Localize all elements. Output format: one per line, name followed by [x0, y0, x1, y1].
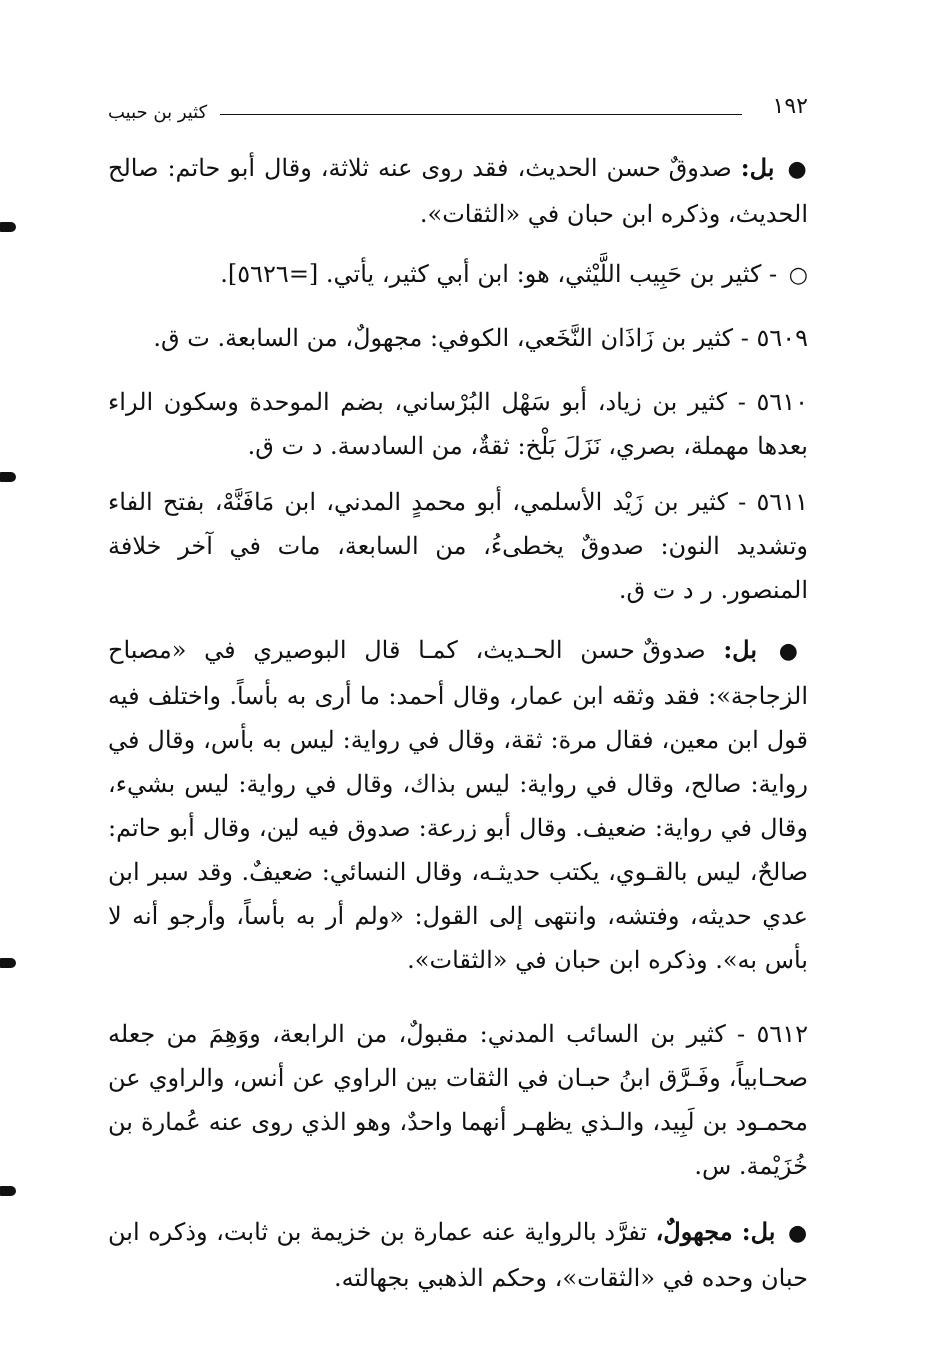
comment-lead: بل: [740, 153, 775, 182]
ring-icon: ○ [788, 263, 808, 288]
entry-text: تفرَّد بالرواية عنه عمارة بن خزيمة بن ثابت، وذكره ابن حبان وحده في «الثقات»، وحكم الذهبي بجهالته. [108, 1218, 808, 1292]
header-rule [220, 114, 742, 115]
running-title: كثير بن حبيب [108, 102, 208, 123]
binding-mark [0, 1186, 16, 1196]
comment-lead: بل: مجهولٌ، [655, 1217, 776, 1246]
page-number: ١٩٢ [772, 94, 808, 119]
entry-comment [108, 628, 808, 982]
bullet-icon: ● [787, 1221, 808, 1246]
comment-lead: بل: [723, 635, 758, 664]
binding-mark [0, 472, 16, 482]
bullet-icon: ● [778, 639, 808, 664]
entry-text: ٥٦١١ - كثير بن زَيْد الأسلمي، أبو محمدٍ المدني، ابن مَافَنَّهْ، بفتح الفاء وتشديد النون: صدوقٌ يخطىءُ، من السابعة، مات في آخر خلافة المنصور. ر د ت ق. [108, 488, 808, 604]
entry-text: صدوقٌ حسن الحديث، فقد روى عنه ثلاثة، وقال أبو حاتم: صالح الحديث، وذكره ابن حبان في «الثقات». [108, 154, 808, 228]
entry-5611 [108, 480, 808, 612]
entry-5612 [108, 1012, 808, 1188]
binding-mark [0, 958, 16, 968]
page-header [108, 92, 808, 132]
entry-comment [108, 1210, 808, 1300]
entry-text: صدوقٌ حسن الحـديث، كمـا قال البوصيري في «مصباح الزجاجة»: فقد وثقه ابن عمار، وقال أحمد: ما أرى به بأساً. واختلف فيه قول ابن معين، فقال مرة: ثقة، وقال في رواية: ليس به بأس، وقال في رواية: صالح، وقال في رواية: ليس بذاك، وقال في رواية: ليس بشيء، وقال في رواية: ضعيف. وقال أبو زرعة: صدوق فيه لين، وقال أبو حاتم: صالحٌ، ليس بالقـوي، يكتب حديثـه، وقال النسائي: ضعيفٌ. وقد سبر ابن عدي حديثه، وفتشه، وانتهى إلى القول: «ولم أر به بأساً، وأرجو أنه لا بأس به». وذكره ابن حبان في «الثقات». [108, 636, 808, 974]
entry-text: ٥٦٠٩ - كثير بن زَاذَان النَّخَعي، الكوفي: مجهولٌ، من السابعة. ت ق. [153, 324, 808, 352]
entry-comment [108, 146, 808, 236]
entry-5609 [108, 316, 808, 360]
bullet-icon: ● [787, 157, 808, 182]
entry-text: - كثير بن حَبِيب اللَّيْثي، هو: ابن أبي كثير، يأتي. [=٥٦٢٦]. [220, 260, 778, 288]
binding-mark [0, 222, 16, 232]
entry-text: ٥٦١٠ - كثير بن زياد، أبو سَهْل البُرْساني، بضم الموحدة وسكون الراء بعدها مهملة، بصري، نَزَلَ بَلْخ: ثقةٌ، من السادسة. د ت ق. [108, 388, 808, 460]
entry-cross-reference [108, 252, 808, 298]
entry-5610 [108, 380, 808, 468]
entry-text: ٥٦١٢ - كثير بن السائب المدني: مقبولٌ، من الرابعة، ووَهِمَ من جعله صحـابياً، وفَـرَّق ابنُ حبـان في الثقات بين الراوي عن أنس، والراوي عن محمـود بن لَبِيد، والـذي يظهـر أنهما واحدٌ، وهو الذي روى عنه عُمارة بن خُزَيْمة. س. [108, 1020, 808, 1180]
